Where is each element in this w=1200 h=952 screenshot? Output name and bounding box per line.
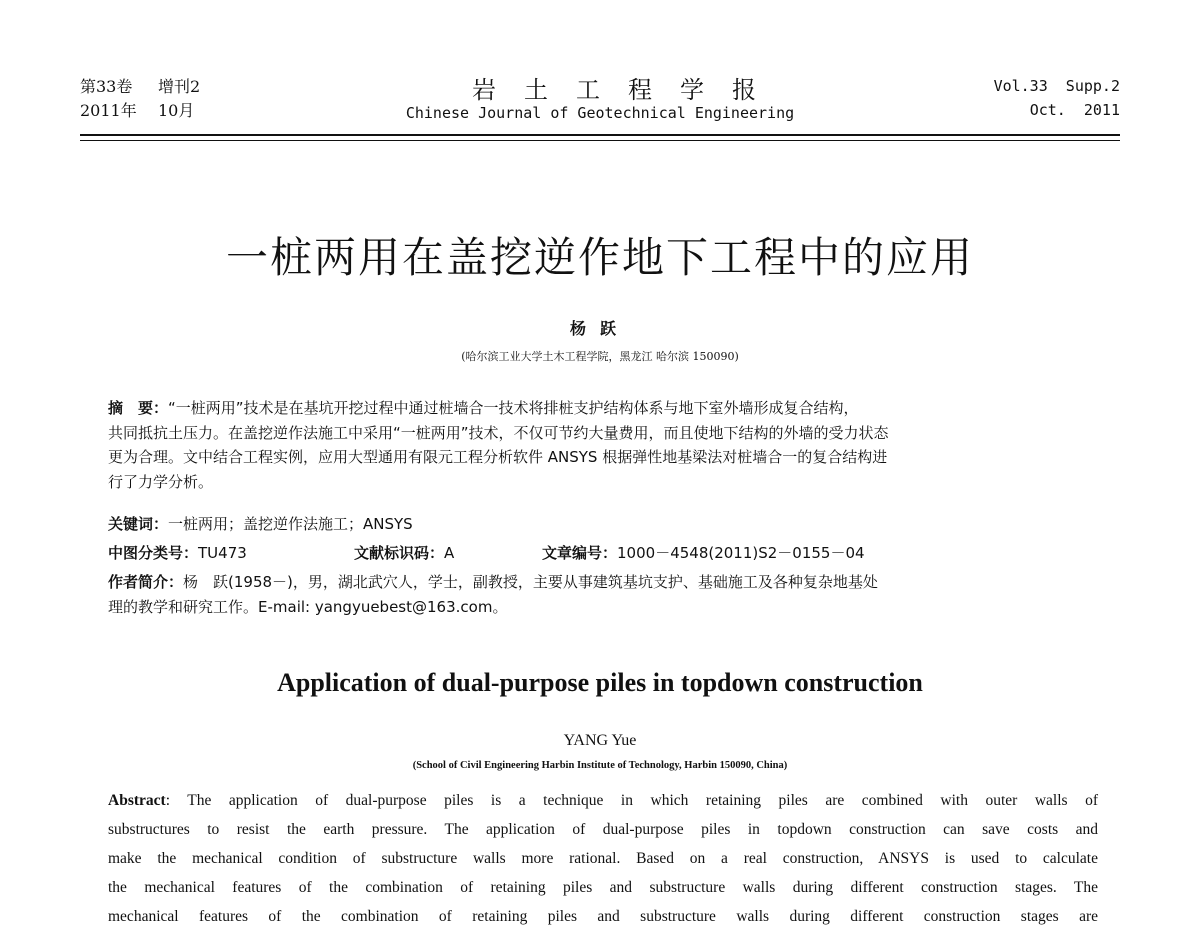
abstract-cn-label: 摘 要： xyxy=(108,399,169,417)
header-rule-bottom xyxy=(80,140,1120,141)
clc-label: 中图分类号： xyxy=(108,544,199,562)
paper-title-en: Application of dual-purpose piles in topdown construction xyxy=(277,668,923,697)
author-bio-line-2: 理的教学和研究工作。E-mail: yangyuebest@163.com。 xyxy=(108,597,508,616)
affiliation-cn: (哈尔滨工业大学土木工程学院，黑龙江 哈尔滨 150090) xyxy=(461,350,739,363)
classification-row xyxy=(108,541,1098,566)
header-rule-top xyxy=(80,134,1120,136)
affiliation-en: (School of Civil Engineering Harbin Institute of Technology, Harbin 150090, China) xyxy=(412,760,788,771)
author-en: YANG Yue xyxy=(563,732,637,749)
year-cn: 2011年 xyxy=(80,101,137,120)
abstract-en-line-3: make the mechanical condition of substructure walls more rational. Based on a real construction, ANSYS is used to calculate xyxy=(108,850,1098,867)
abstract-en-line-2: substructures to resist the earth pressure. The application of dual-purpose piles in topdown construction can save costs and xyxy=(108,821,1098,838)
issue-cn: 增刊2 xyxy=(158,77,201,96)
abstract-en-label: Abstract xyxy=(108,792,166,809)
date-en: Oct. 2011 xyxy=(1029,101,1120,119)
doc-code-label: 文献标识码： xyxy=(354,544,445,562)
month-cn: 10月 xyxy=(158,101,195,120)
abstract-cn-line-1: 摘 要：“一桩两用”技术是在基坑开挖过程中通过桩墙合一技术将排桩支护结构体系与地下室外墙形成复合结构， xyxy=(108,399,859,417)
abstract-cn-line-3: 更为合理。文中结合工程实例，应用大型通用有限元工程分析软件 ANSYS 根据弹性地基梁法对桩墙合一的复合结构进 xyxy=(108,448,888,466)
author-bio-label: 作者简介： xyxy=(108,573,184,591)
volume-cn: 第33卷 xyxy=(80,77,133,96)
header-volume-issue xyxy=(80,77,200,97)
abstract-cn-line-4: 行了力学分析。 xyxy=(108,472,214,491)
clc-value: TU473 xyxy=(198,544,247,562)
author-cn: 杨跃 xyxy=(569,319,630,338)
doc-code-value: A xyxy=(444,544,455,562)
abstract-cn xyxy=(108,396,1098,494)
header-year-month xyxy=(80,101,194,121)
article-no-label: 文章编号： xyxy=(542,544,618,562)
abstract-en-line-4: the mechanical features of the combination of retaining piles and substructure walls during different construction stages. The xyxy=(108,879,1098,896)
keywords-label: 关键词： xyxy=(108,515,169,533)
keywords-cn xyxy=(108,512,1098,537)
abstract-en-line-1: Abstract: The application of dual-purpose piles is a technique in which retaining piles are combined with outer walls of xyxy=(108,792,1098,809)
article-no-value: 1000－4548(2011)S2－0155－04 xyxy=(617,544,865,562)
keywords-text: 一桩两用；盖挖逆作法施工；ANSYS xyxy=(168,515,413,533)
volume-en: Vol.33 Supp.2 xyxy=(993,77,1120,95)
journal-title-cn: 岩土工程学报 xyxy=(472,76,784,104)
author-bio xyxy=(108,570,1098,619)
abstract-en xyxy=(108,786,1098,931)
abstract-cn-line-2: 共同抵抗土压力。在盖挖逆作法施工中采用“一桩两用”技术，不仅可节约大量费用，而且使地下结构的外墙的受力状态 xyxy=(108,423,889,442)
abstract-en-line-5: mechanical features of the combination of retaining piles and substructure walls during different construction stages are xyxy=(108,908,1098,925)
paper-title-cn: 一桩两用在盖挖逆作地下工程中的应用 xyxy=(225,233,974,282)
journal-title-en: Chinese Journal of Geotechnical Engineering xyxy=(405,104,795,122)
author-bio-line-1: 杨 跃(1958－)，男，湖北武穴人，学士，副教授，主要从事建筑基坑支护、基础施工及各种复杂地基处 xyxy=(183,573,878,591)
